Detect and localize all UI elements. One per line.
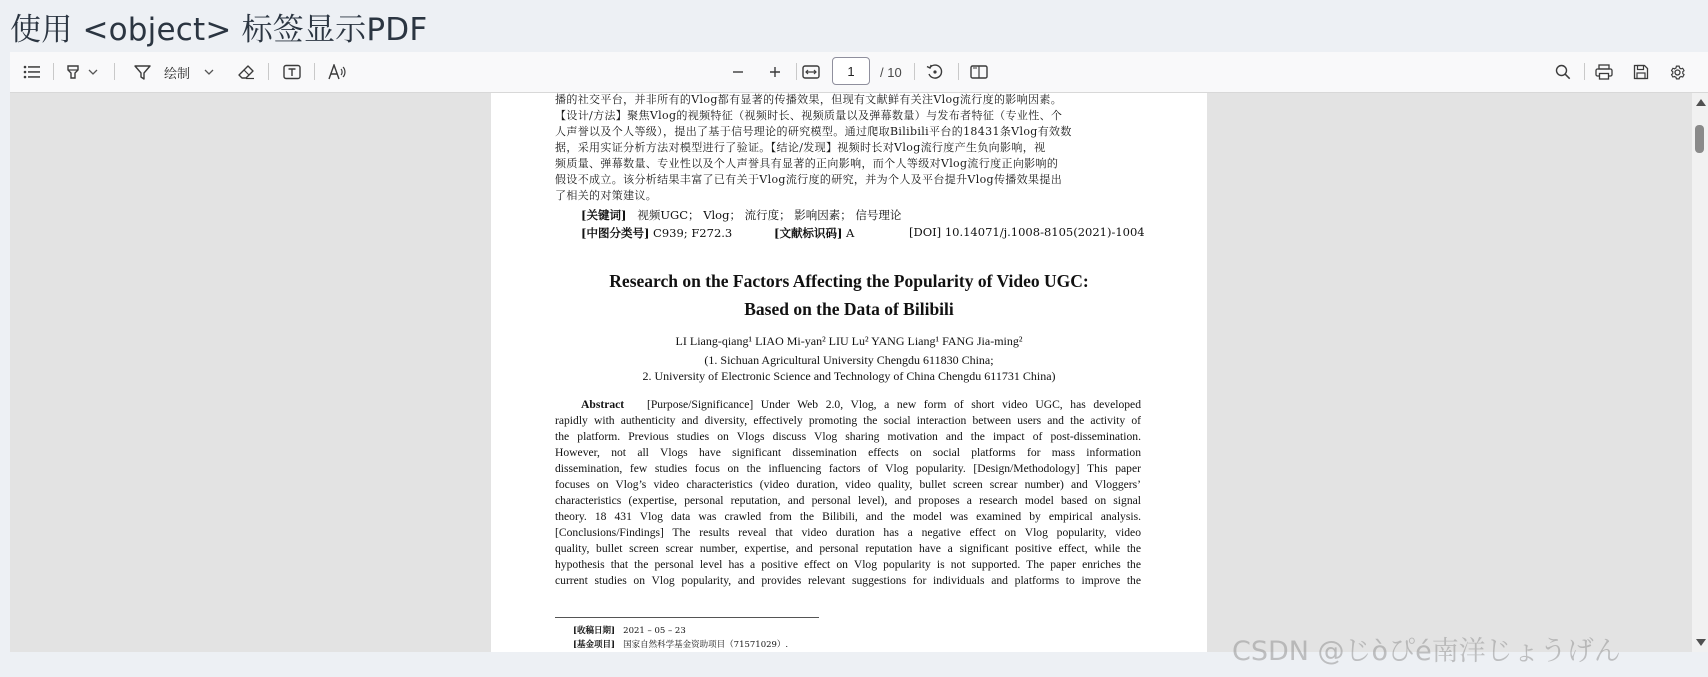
affiliation-2: 2. University of Electronic Science and Technology of China Chengdu 611731 China) xyxy=(642,369,1056,383)
read-aloud-icon xyxy=(328,64,346,80)
doi-value: 10.14071/j.1008-8105(2021)-1004 xyxy=(944,225,1145,239)
doi-line xyxy=(909,225,1145,239)
abstract-line: theory. 18 431 Vlog data was crawled from the Bilibili, and the model was examined by empirical analysis. xyxy=(555,510,1141,523)
draw-dropdown[interactable] xyxy=(202,60,216,84)
footnote-divider xyxy=(555,617,819,618)
draw-label-button[interactable] xyxy=(160,60,194,84)
abstract-line: the platform. Previous studies on Vlogs discuss Vlog sharing motivation and the impact of post-dissemination. xyxy=(555,430,1141,443)
english-title-line-2: Based on the Data of Bilibili xyxy=(744,299,954,319)
footnote-funding xyxy=(573,638,788,650)
pdf-viewer xyxy=(10,52,1708,652)
doc-code-label: [文献标识码] xyxy=(774,226,843,240)
toolbar-divider xyxy=(958,63,959,80)
fit-page-button[interactable] xyxy=(800,60,822,84)
toolbar-divider xyxy=(796,63,797,80)
draw-button[interactable] xyxy=(132,60,152,84)
clc-value: C939; F272.3 xyxy=(653,226,733,240)
clc-line xyxy=(581,225,732,241)
search-button[interactable] xyxy=(1552,60,1574,84)
chevron-down-icon xyxy=(204,69,214,75)
abstract-line: focuses on Vlog’s video characteristics (video duration, video quality, bullet screen screar number) and Vloggers’ xyxy=(555,478,1141,491)
toolbar-divider xyxy=(268,63,269,80)
gear-icon xyxy=(1669,64,1686,81)
cn-abstract-line: 人声誉以及个人等级），提出了基于信号理论的研究模型。通过爬取Bilibili平台的18431条Vlog有效数 xyxy=(555,125,1072,138)
save-button[interactable] xyxy=(1630,60,1652,84)
eraser-icon xyxy=(238,64,255,80)
abstract-first-text: [Purpose/Significance] Under Web 2.0, Vlog, a new form of short video UGC, has developed xyxy=(646,398,1141,411)
pen-icon xyxy=(134,64,151,80)
abstract-line: current studies on Vlog popularity, and provides relevant suggestions for individuals and platforms to improve the xyxy=(555,574,1141,587)
scroll-thumb[interactable] xyxy=(1695,125,1704,153)
abstract-line: characteristics (expertise, personal reputation, and personal level), and proposes a research model based on signal xyxy=(555,494,1141,507)
vertical-scrollbar[interactable] xyxy=(1692,93,1708,652)
read-aloud-button[interactable] xyxy=(326,60,348,84)
draw-label: 绘制 xyxy=(163,66,190,82)
printer-icon xyxy=(1595,64,1613,80)
rotate-button[interactable] xyxy=(924,60,946,84)
fit-width-icon xyxy=(802,65,820,79)
zoom-out-button[interactable] xyxy=(727,60,749,84)
abstract-line: [Conclusions/Findings] The results reveal that video duration has a negative effect on Vlog popularity, video xyxy=(555,526,1141,539)
english-title-line-1: Research on the Factors Affecting the Popularity of Video UGC: xyxy=(609,271,1089,291)
footnote-funding-label: [基金项目] xyxy=(573,640,616,650)
abstract-line: quality, bullet screen screar number, expertise, and personal reputation have a significant positive effect, while the xyxy=(555,542,1141,555)
clc-label: [中图分类号] xyxy=(581,226,650,240)
cn-abstract-line: 播的社交平台，并非所有的Vlog都有显著的传播效果，但现有文献鲜有关注Vlog流行度的影响因素。 xyxy=(555,93,1063,106)
zoom-in-button[interactable] xyxy=(764,60,786,84)
footnote-received xyxy=(573,624,686,636)
page-total: / 10 xyxy=(880,65,902,80)
page-view-button[interactable] xyxy=(968,60,990,84)
chevron-down-icon xyxy=(88,69,98,75)
highlighter-icon xyxy=(65,64,81,80)
minus-icon xyxy=(731,65,745,79)
footnote-funding-value: 国家自然科学基金资助项目（71571029）. xyxy=(623,640,789,650)
page-number-input[interactable] xyxy=(832,57,870,85)
abstract-first-line xyxy=(555,397,1141,413)
pdf-document-area[interactable] xyxy=(10,93,1692,652)
highlight-dropdown[interactable] xyxy=(86,60,100,84)
text-box-icon xyxy=(283,64,301,80)
highlight-button[interactable] xyxy=(62,60,84,84)
pdf-page xyxy=(491,93,1207,652)
toolbar-divider xyxy=(1584,63,1585,80)
keywords-label: [关键词] xyxy=(581,208,627,222)
toolbar-divider xyxy=(114,63,115,80)
abstract-line: However, not all Vlogs have significant dissemination effects on social platforms for mass information xyxy=(555,446,1141,459)
cn-abstract-line: 假设不成立。该分析结果丰富了已有关于Vlog流行度的研究，并为个人及平台提升Vlog传播效果提出 xyxy=(555,173,1063,186)
rotate-icon xyxy=(926,63,944,81)
abstract-line: hypothesis that the personal level has a positive effect on Vlog popularity is not supported. The paper enriches the xyxy=(555,558,1141,571)
pdf-toolbar xyxy=(10,52,1708,93)
list-icon xyxy=(23,65,41,79)
footnote-received-value: 2021 – 05 – 23 xyxy=(623,626,686,636)
watermark: CSDN @じòぴé南洋じょうげん xyxy=(1232,636,1621,667)
add-text-button[interactable] xyxy=(282,60,302,84)
page-title: 使用 <object> 标签显示PDF xyxy=(10,12,428,48)
sidebar-toggle-button[interactable] xyxy=(20,60,44,84)
doi-label: [DOI] xyxy=(909,225,942,239)
print-button[interactable] xyxy=(1593,60,1615,84)
abstract-label: Abstract xyxy=(581,398,625,411)
abstract-line: dissemination, few studies focus on the influencing factors of Vlog popularity. [Design/Methodology] This paper xyxy=(555,462,1141,475)
scroll-down-arrow-icon[interactable] xyxy=(1696,639,1706,646)
doc-code-value: A xyxy=(846,226,855,240)
authors: LI Liang-qiang¹ LIAO Mi-yan² LIU Lu² YANG Liang¹ FANG Jia-ming² xyxy=(675,334,1023,348)
cn-abstract-line: 了相关的对策建议。 xyxy=(555,189,658,202)
settings-button[interactable] xyxy=(1666,60,1688,84)
footnote-received-label: [收稿日期] xyxy=(573,626,616,636)
search-icon xyxy=(1555,64,1571,80)
keywords-value: 视频UGC； Vlog； 流行度； 影响因素； 信号理论 xyxy=(637,208,902,222)
toolbar-divider xyxy=(314,63,315,80)
toolbar-divider xyxy=(53,63,54,80)
keywords-line xyxy=(581,207,901,223)
save-icon xyxy=(1633,64,1649,80)
affiliation-1: (1. Sichuan Agricultural University Chengdu 611830 China; xyxy=(704,353,994,367)
eraser-button[interactable] xyxy=(236,60,256,84)
plus-icon xyxy=(768,65,782,79)
cn-abstract-line: 据，采用实证分析方法对模型进行了验证。【结论/发现】视频时长对Vlog流行度产生负向影响，视 xyxy=(555,141,1046,154)
cn-abstract-line: 【设计/方法】聚焦Vlog的视频特征（视频时长、视频质量以及弹幕数量）与发布者特征（专业性、个 xyxy=(555,109,1063,122)
toolbar-divider xyxy=(914,63,915,80)
two-page-icon xyxy=(970,64,988,80)
doc-code-line xyxy=(774,225,854,241)
scroll-up-arrow-icon[interactable] xyxy=(1696,99,1706,106)
abstract-line: rapidly with authenticity and diversity, effectively promoting the social interaction between users and the activity of xyxy=(555,414,1141,427)
cn-abstract-line: 频质量、弹幕数量、专业性以及个人声誉具有显著的正向影响，而个人等级对Vlog流行度正向影响的 xyxy=(555,157,1059,170)
